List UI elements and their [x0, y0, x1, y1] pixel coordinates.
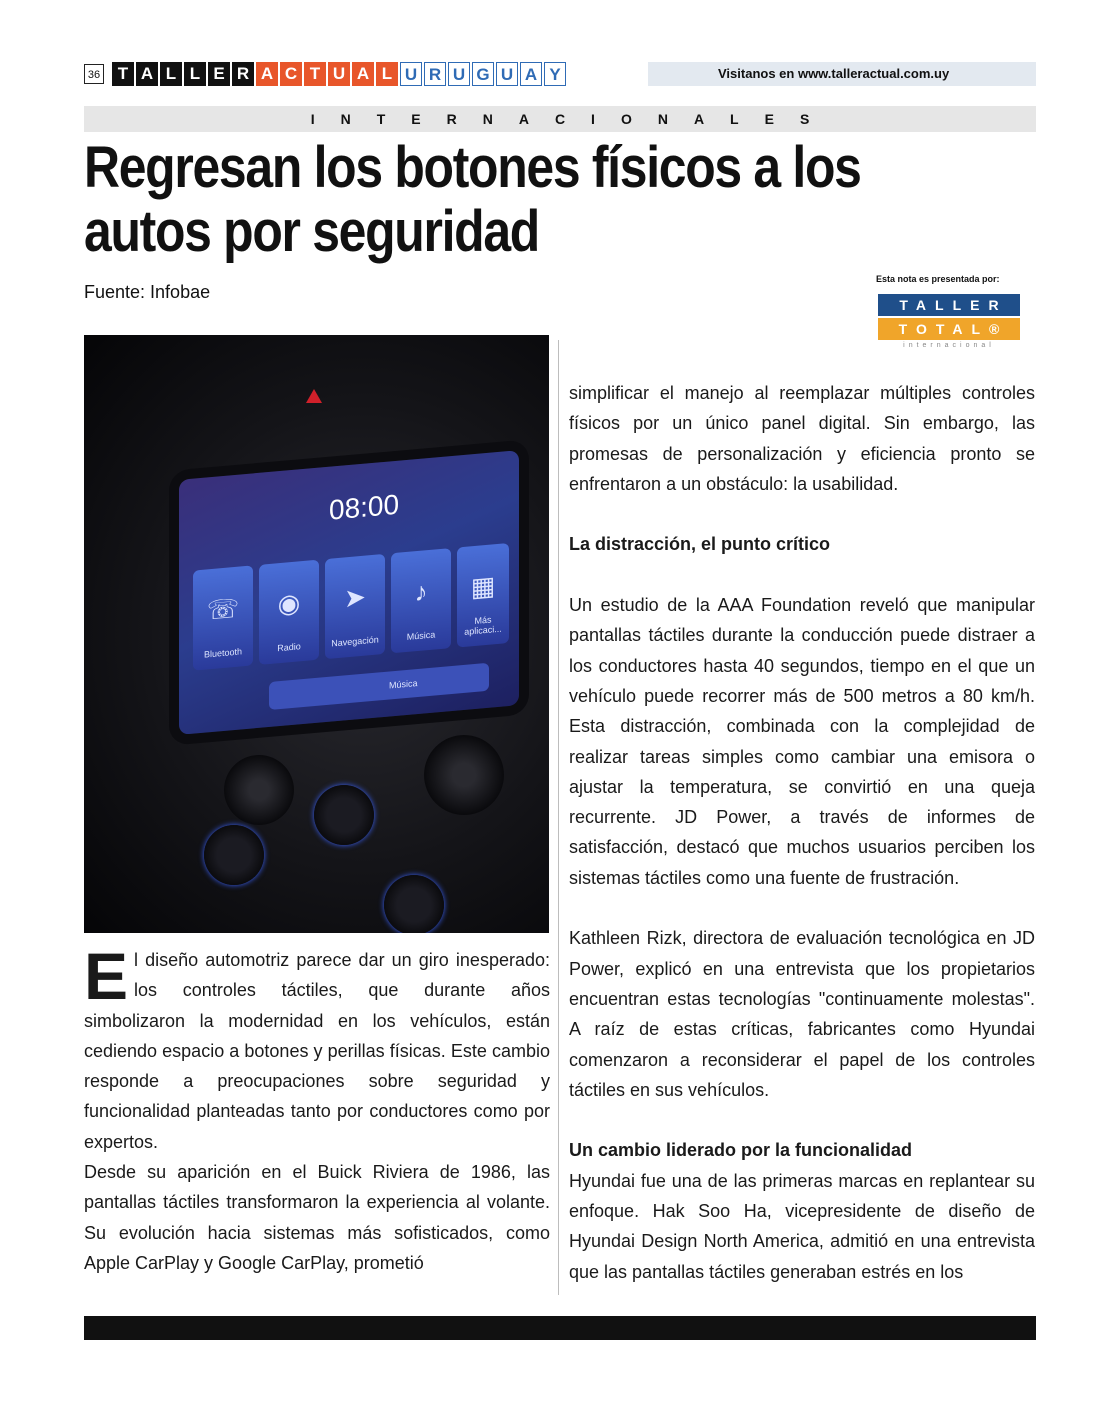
brand-letter: L: [184, 62, 206, 86]
air-vent: [424, 735, 504, 815]
air-vent: [224, 755, 294, 825]
brand-letter: G: [472, 62, 494, 86]
brand-logo: [112, 62, 566, 86]
article-photo: [84, 335, 549, 933]
sponsor-logo-sub: internacional: [903, 342, 995, 349]
brand-letter: U: [496, 62, 518, 86]
navigation-icon: ➤: [344, 581, 366, 614]
brand-letter: A: [520, 62, 542, 86]
sponsor-logo: [878, 294, 1020, 349]
climate-knob: [204, 825, 264, 885]
brand-letter: U: [448, 62, 470, 86]
source-credit: Fuente: Infobae: [84, 282, 211, 302]
apps-grid-icon: ▦: [470, 570, 496, 603]
right-column: [569, 378, 1035, 1287]
drop-cap: E: [84, 939, 129, 1013]
paragraph: Hyundai fue una de las primeras marcas en replantear su enfoque. Hak Soo Ha, vicepresidente de diseño de Hyundai Design North America, admitió en una entrevista que las pantallas táctiles generaban estrés en los: [569, 1170, 1035, 1282]
radio-icon: ◉: [277, 587, 301, 620]
left-column: [84, 939, 550, 1278]
sponsor-logo-line1: TALLER: [878, 294, 1020, 316]
intro-paragraph: El diseño automotriz parece dar un giro inesperado: los controles táctiles, que durante años simbolizaron la modernidad en los vehículos, están cediendo espacio a botones y perillas físicas. Este cambio responde a preocupaciones sobre seguridad y funcionalidad planteadas tanto por conductores como por expertos.: [84, 939, 550, 1152]
headline-line-1: Regresan los botones físicos a los: [84, 135, 861, 200]
paragraph: simplificar el manejo al reemplazar múltiples controles físicos por un único panel digital. Sin embargo, las promesas de personalización y eficiencia pronto se enfrentaron a un obstáculo: la usabilidad.: [569, 383, 1035, 494]
headline-line-2: autos por seguridad: [84, 199, 539, 264]
brand-letter: T: [112, 62, 134, 86]
brand-letter: A: [136, 62, 158, 86]
screen-music-bar: Música: [269, 663, 489, 710]
headline: [84, 136, 892, 264]
phone-icon: ☏: [206, 592, 240, 626]
subheading: Un cambio liderado por la funcionalidad: [569, 1140, 913, 1161]
brand-letter: T: [304, 62, 326, 86]
brand-letter: U: [400, 62, 422, 86]
brand-letter: L: [376, 62, 398, 86]
paragraph: Kathleen Rizk, directora de evaluación tecnológica en JD Power, explicó en una entrevista que los propietarios encuentran estas tecnologías "continuamente molestas". A raíz de estas críticas, fabricantes como Hyundai comenzaron a reconsiderar el papel de los controles táctiles en sus vehículos.: [569, 928, 1035, 1100]
brand-letter: A: [256, 62, 278, 86]
screen-tile-navigation: ➤ Navegación: [325, 554, 385, 659]
climate-knob: [384, 875, 444, 933]
paragraph: Desde su aparición en el Buick Riviera de 1986, las pantallas táctiles transformaron la experiencia al volante. Su evolución hacia sistemas más sofisticados, como Apple CarPlay y Google CarPlay, prometió: [84, 1162, 550, 1273]
website-banner: Visitanos en www.talleractual.com.uy: [648, 62, 1036, 86]
brand-letter: U: [328, 62, 350, 86]
brand-letter: C: [280, 62, 302, 86]
brand-letter: Y: [544, 62, 566, 86]
page-number: 36: [84, 64, 104, 84]
column-divider: [558, 340, 559, 1295]
music-icon: ♪: [414, 576, 428, 608]
hazard-button-icon: [306, 389, 322, 403]
paragraph: Un estudio de la AAA Foundation reveló que manipular pantallas táctiles durante la conducción puede distraer a los conductores hasta 40 segundos, tiempo en el que un vehículo puede recorrer más de 500 metros a 80 km/h. Esta distracción, combinada con la complejidad de realizar tareas simples como cambiar una emisora o ajustar la temperatura, se convirtió en una queja recurrente. JD Power, a través de informes de satisfacción, destacó que muchos usuarios perciben los sistemas táctiles como una fuente de frustración.: [569, 595, 1035, 888]
screen-tile-music: ♪ Música: [391, 548, 451, 653]
footer-bar: [84, 1316, 1036, 1340]
brand-letter: A: [352, 62, 374, 86]
sponsor-logo-line2: TOTAL®: [878, 318, 1020, 340]
sponsor-label: Esta nota es presentada por:: [876, 274, 1000, 284]
screen-tile-apps: ▦ Más aplicaci...: [457, 543, 509, 648]
brand-letter: R: [232, 62, 254, 86]
subheading: La distracción, el punto crítico: [569, 534, 831, 555]
screen-tile-bluetooth: ☏ Bluetooth: [193, 565, 253, 670]
screen-tile-radio: ◉ Radio: [259, 560, 319, 665]
screen-clock: 08:00: [329, 488, 400, 526]
infotainment-screen: [179, 450, 519, 735]
brand-letter: L: [160, 62, 182, 86]
brand-letter: E: [208, 62, 230, 86]
climate-knob: [314, 785, 374, 845]
brand-letter: R: [424, 62, 446, 86]
section-label: INTERNACIONALES: [84, 106, 1036, 132]
